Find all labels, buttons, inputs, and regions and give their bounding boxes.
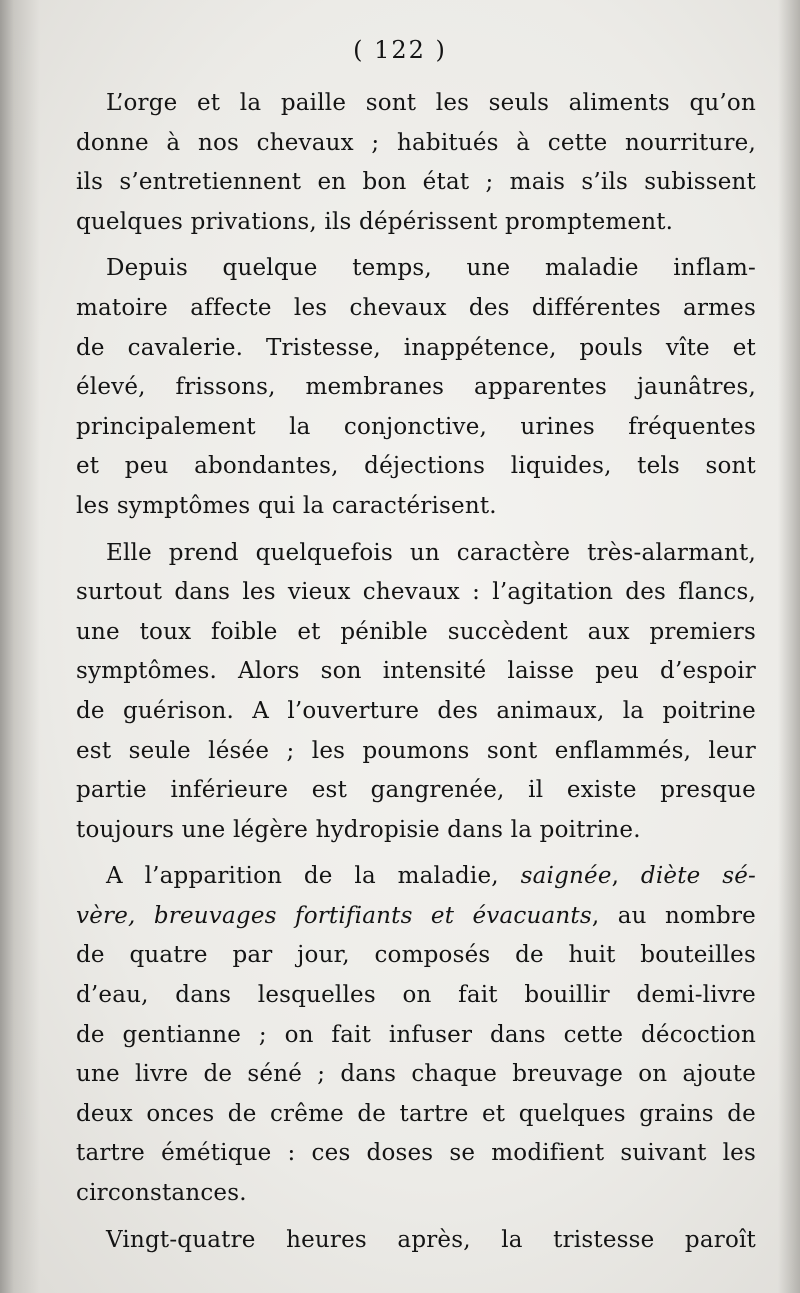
italic-term: saignée [520, 863, 612, 890]
text-line: toujours une légère hydropisie dans la poitrine. [76, 816, 641, 843]
text-line: de gentianne ; on fait infuser dans cette décoction [76, 1021, 756, 1048]
text-line: Depuis quelque temps, une maladie inflam- [106, 255, 756, 282]
page-number: ( 122 ) [353, 36, 447, 64]
paragraph-2 [76, 249, 756, 526]
text-line: de guérison. A l’ouverture des animaux, la poitrine [76, 697, 756, 724]
text-run: , [611, 863, 641, 890]
text-line: partie inférieure est gangrenée, il existe presque [76, 777, 756, 804]
text-line: et peu abondantes, déjections liquides, tels sont [76, 453, 756, 480]
italic-term: diète sé- [640, 863, 757, 890]
text-line: d’eau, dans lesquelles on fait bouillir demi-livre [76, 982, 756, 1009]
text-run: A l’apparition de la maladie, [106, 863, 521, 890]
text-line: circonstances. [76, 1180, 247, 1207]
text-line: donne à nos chevaux ; habitués à cette nourriture, [76, 129, 756, 156]
text-line: Elle prend quelquefois un caractère très-alarmant, [106, 539, 756, 566]
text-run: , au nombre [591, 902, 756, 929]
text-line: Vingt-quatre heures après, la tristesse paroît [106, 1226, 756, 1253]
gutter-shadow [0, 0, 40, 1293]
text-line: une toux foible et pénible succèdent aux premiers [76, 618, 756, 645]
text-line: une livre de séné ; dans chaque breuvage on ajoute [76, 1061, 756, 1088]
italic-term: vère, breuvages fortifiants et évacuants [76, 902, 592, 929]
paragraph-3 [76, 534, 756, 851]
paragraph-4 [76, 857, 756, 1213]
text-line: matoire affecte les chevaux des différentes armes [76, 294, 756, 321]
text-line: deux onces de crême de tartre et quelques grains de [76, 1100, 756, 1127]
text-line: symptômes. Alors son intensité laisse peu d’espoir [76, 658, 756, 685]
text-line: de cavalerie. Tristesse, inappétence, pouls vîte et [76, 334, 756, 361]
body-text [76, 84, 756, 1267]
text-line: principalement la conjonctive, urines fréquentes [76, 413, 756, 440]
text-line: les symptômes qui la caractérisent. [76, 492, 497, 519]
paragraph-1 [76, 84, 756, 242]
text-line: surtout dans les vieux chevaux : l’agitation des flancs, [76, 579, 756, 606]
text-line: élevé, frissons, membranes apparentes jaunâtres, [76, 374, 756, 401]
text-line: quelques privations, ils dépérissent promptement. [76, 208, 674, 235]
text-line: ils s’entretiennent en bon état ; mais s’ils subissent [76, 169, 756, 196]
text-line: de quatre par jour, composés de huit bouteilles [76, 942, 756, 969]
text-line [76, 897, 756, 937]
text-line: tartre émétique : ces doses se modifient suivant les [76, 1140, 756, 1167]
text-line: est seule lésée ; les poumons sont enflammés, leur [76, 737, 756, 764]
text-line [76, 857, 756, 897]
paragraph-5 [76, 1221, 756, 1261]
text-line: L’orge et la paille sont les seuls aliments qu’on [106, 90, 756, 116]
edge-shadow [778, 0, 800, 1293]
